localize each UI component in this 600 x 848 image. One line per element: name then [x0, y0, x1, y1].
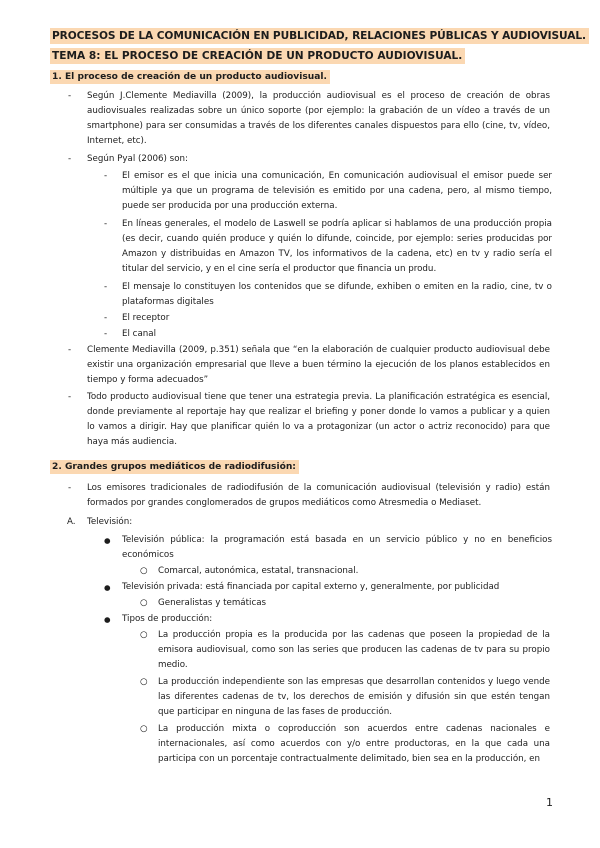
dash-marker: - [104, 313, 108, 323]
paragraph-quote: Clemente Mediavilla (2009, p.351) señala que “en la elaboración de cualquier producto audiovisual debe existir una organización empresarial que lleve a buen término la ejecución de los planos establecidos en tiempo y forma adecuados” [87, 345, 550, 385]
dash-marker: - [104, 219, 108, 229]
dash-marker: - [68, 345, 72, 355]
document-title: PROCESOS DE LA COMUNICACIÓN EN PUBLICIDAD, RELACIONES PÚBLICAS Y AUDIOVISUAL. [50, 28, 589, 44]
dash-marker: - [104, 329, 108, 339]
sub-item-produccion-propia: La producción propia es la producida por las cadenas que poseen la propiedad de la emisora audiovisual, como son las series que producen las cadenas de tv para su propio medio. [158, 630, 550, 670]
paragraph-pyal: Según Pyal (2006) son: [87, 154, 188, 164]
sub-item-emisor: El emisor es el que inicia una comunicación, En comunicación audiovisual el emisor puede ser múltiple ya que un programa de televisión es emitido por una cadena, pero, al mismo tiempo, puede ser producida por una producción externa. [122, 171, 552, 211]
dash-marker: - [68, 91, 72, 101]
dash-marker: - [104, 171, 108, 181]
dash-marker: - [104, 282, 108, 292]
sub-item-receptor: El receptor [122, 313, 170, 323]
circle-marker: ○ [140, 724, 148, 734]
paragraph-emisores: Los emisores tradicionales de radiodifusión de la comunicación audiovisual (televisión y radio) están formados por grandes conglomerados de grupos mediáticos como Atresmedia o Mediaset. [87, 483, 550, 508]
section-2-heading: 2. Grandes grupos mediáticos de radiodifusión: [50, 460, 299, 474]
bullet-marker: ● [104, 536, 111, 545]
paragraph-mediavilla-definition: Según J.Clemente Mediavilla (2009), la producción audiovisual es el proceso de creación de obras audiovisuales realizadas sobre un único soporte (por ejemplo: la grabación de un vídeo a través de un smartphone) para ser consumidas a través de los diferentes canales dispuestos para ello (cine, tv, vídeo, Internet, etc). [87, 91, 550, 146]
television-label: Televisión: [87, 517, 133, 527]
page-number: 1 [546, 796, 553, 809]
sub-item-generalistas: Generalistas y temáticas [158, 598, 267, 608]
sub-item-laswell: En líneas generales, el modelo de Laswell se podría aplicar si hablamos de una producción propia (es decir, cuando quién produce y quién lo difunde, coincide, por ejemplo: series producidas por Amazon y distribuidas en Amazon TV, los informativos de la cadena, etc) en tv y radio sería el titular del servicio, y en el cine sería el productor que financia un produ. [122, 219, 552, 274]
dash-marker: - [68, 392, 72, 402]
section-1-heading: 1. El proceso de creación de un producto audiovisual. [50, 70, 330, 84]
item-television-publica: Televisión pública: la programación está basada en un servicio público y no en beneficios económicos [122, 535, 552, 560]
bullet-marker: ● [104, 583, 111, 592]
circle-marker: ○ [140, 566, 148, 576]
sub-item-produccion-independiente: La producción independiente son las empresas que desarrollan contenidos y luego vende las diferentes cadenas de tv, los derechos de emisión y difusión sin que estén tengan que participar en ninguna de las fases de producción. [158, 677, 550, 717]
paragraph-strategy: Todo producto audiovisual tiene que tener una estrategia previa. La planificación estratégica es esencial, donde previamente al reportaje hay que realizar el briefing y poner donde lo vamos a publicar y a quien lo vamos a dirigir. Hay que planificar quién lo va a protagonizar (un actor o actriz reconocido) para que haya más audiencia. [87, 392, 550, 447]
bullet-marker: ● [104, 615, 111, 624]
dash-marker: - [68, 154, 72, 164]
sub-item-canal: El canal [122, 329, 157, 339]
item-tipos-produccion: Tipos de producción: [122, 614, 213, 624]
sub-item-produccion-mixta: La producción mixta o coproducción son acuerdos entre cadenas nacionales e internacionales, así como acuerdos con y/o entre productoras, en la que cada una participa con un porcentaje contractualmente delimitado, bien sea en la producción, en [158, 724, 550, 764]
sub-item-mensaje: El mensaje lo constituyen los contenidos que se difunde, exhiben o emiten en la radio, cine, tv o plataformas digitales [122, 282, 552, 307]
circle-marker: ○ [140, 598, 148, 608]
sub-item-ambitos: Comarcal, autonómica, estatal, transnacional. [158, 566, 359, 576]
item-television-privada: Televisión privada: está financiada por capital externo y, generalmente, por publicidad [122, 582, 500, 592]
circle-marker: ○ [140, 630, 148, 640]
dash-marker: - [68, 483, 72, 493]
circle-marker: ○ [140, 677, 148, 687]
list-marker-a: A. [67, 517, 76, 527]
topic-heading: TEMA 8: EL PROCESO DE CREACIÓN DE UN PRODUCTO AUDIOVISUAL. [50, 48, 465, 64]
